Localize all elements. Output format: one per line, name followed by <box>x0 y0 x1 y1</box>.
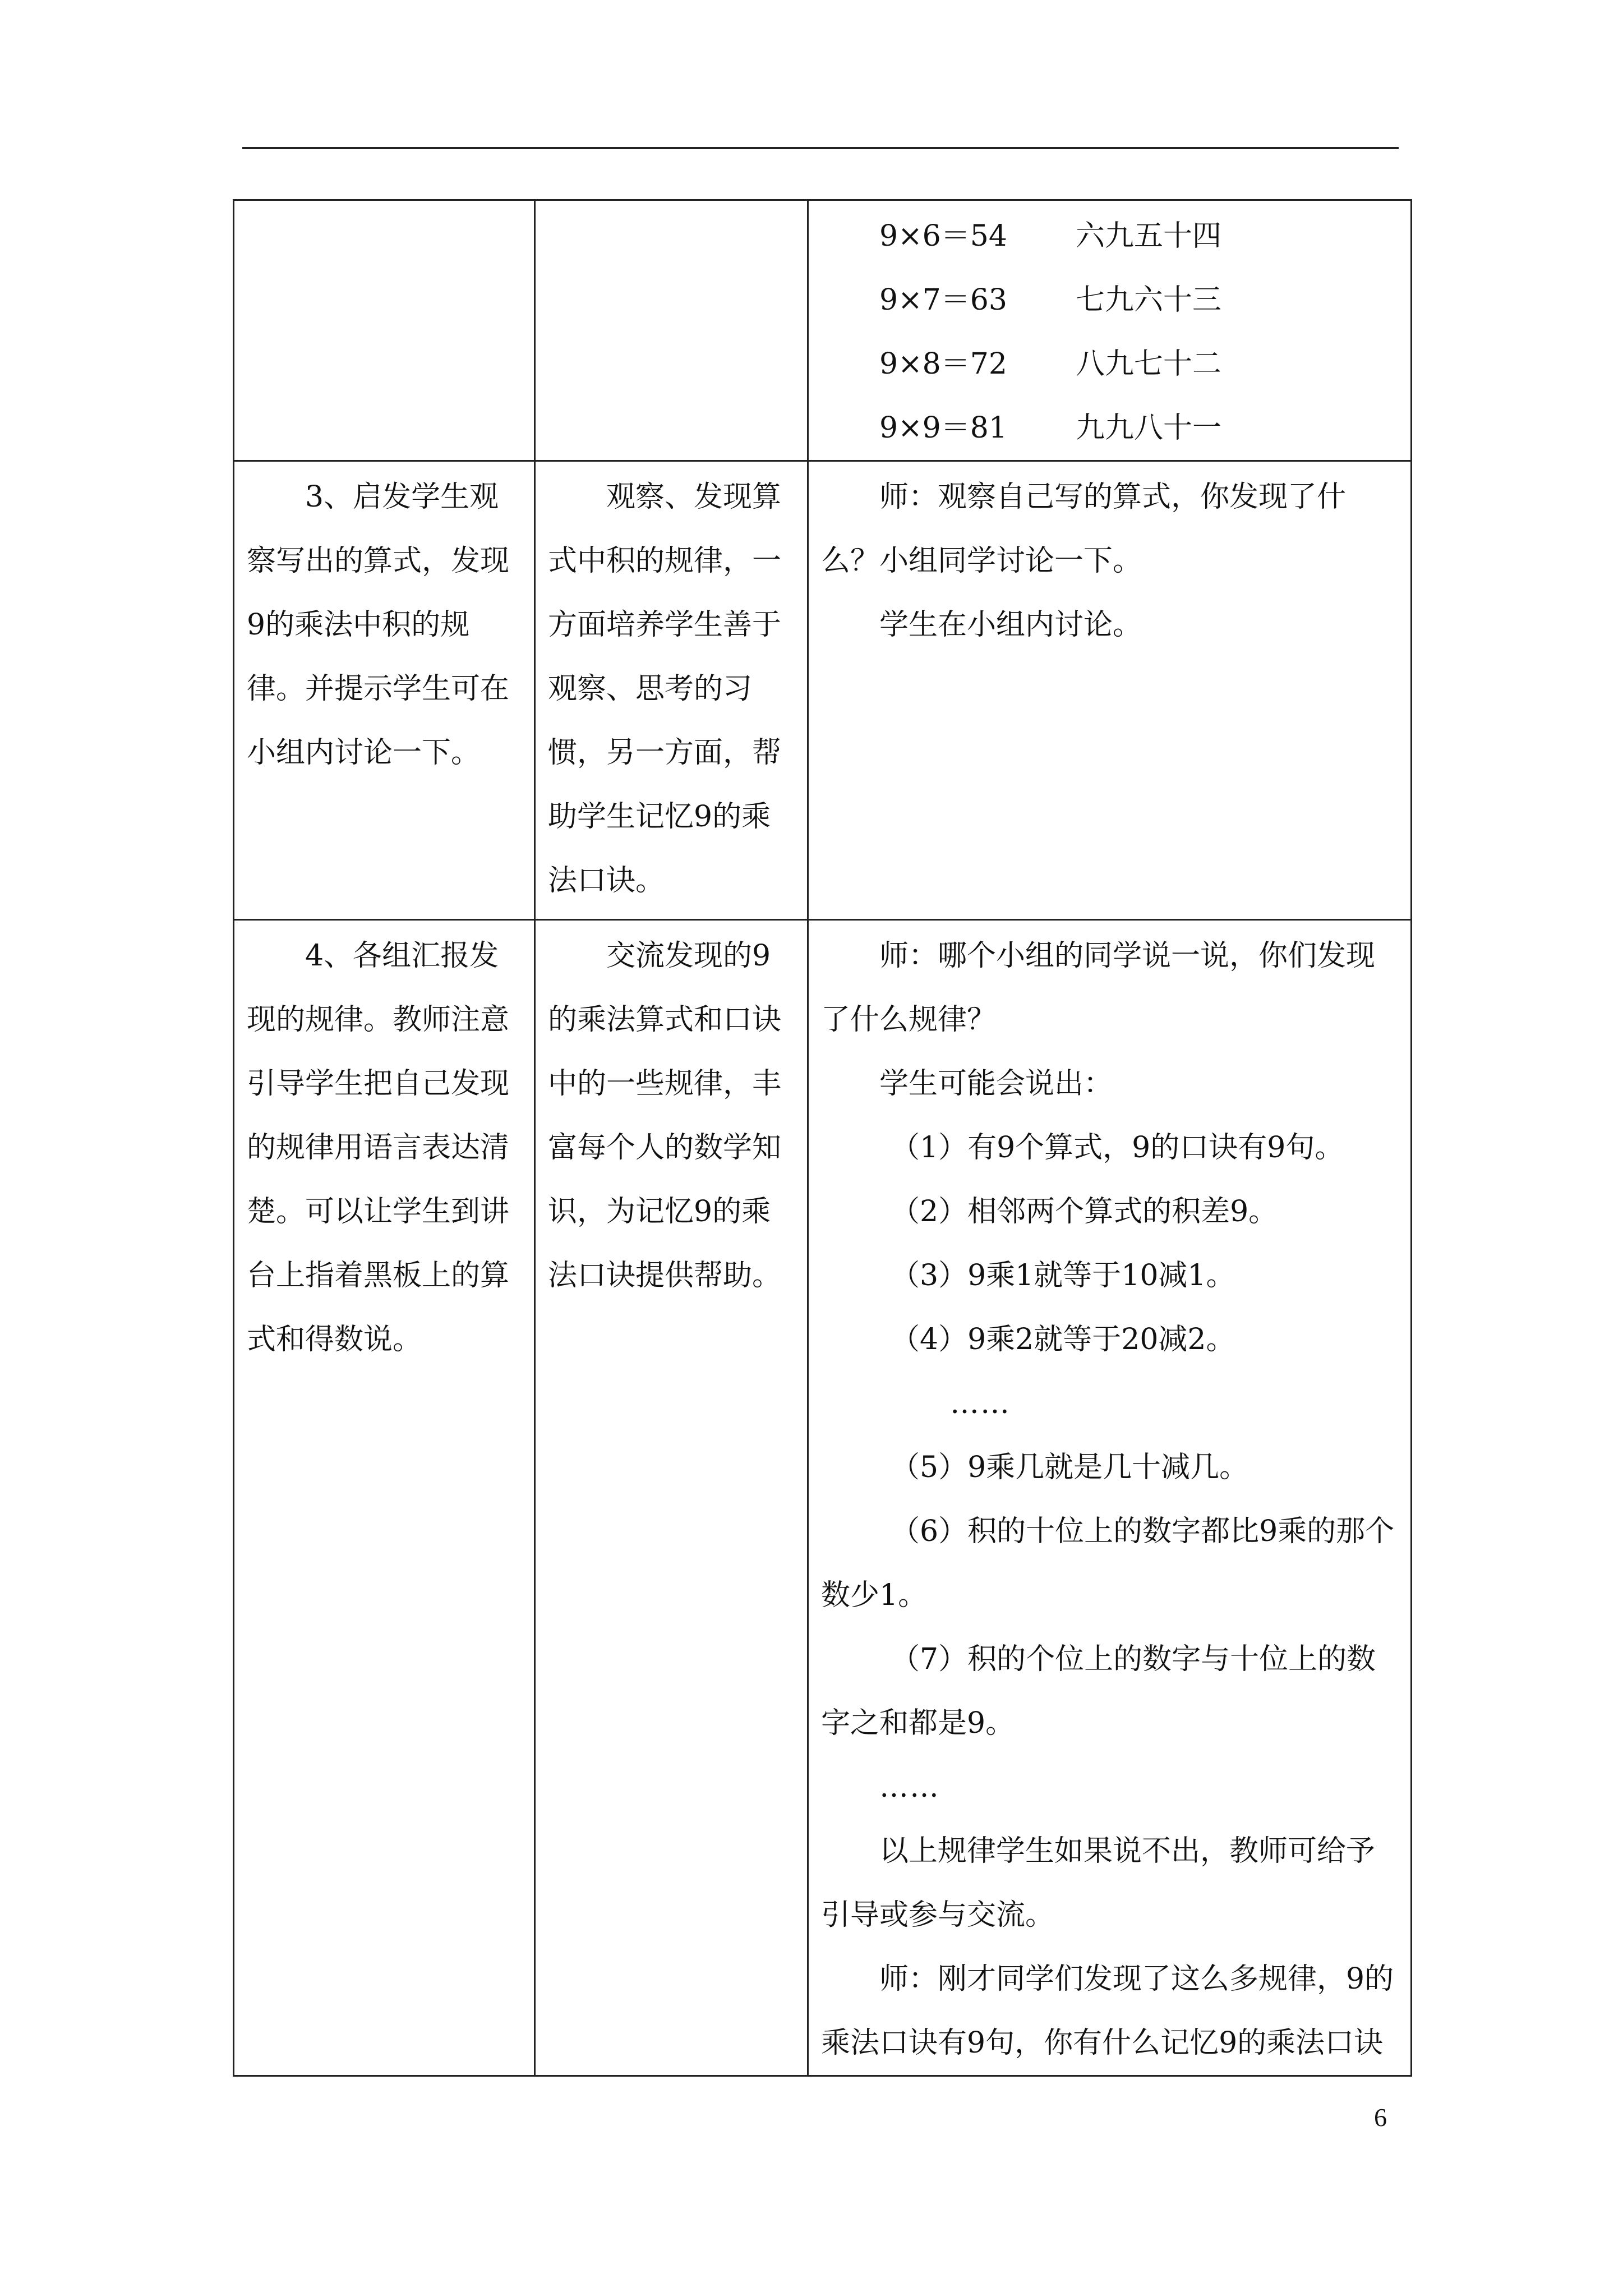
design-intent-text: 交流发现的9的乘法算式和口诀中的一些规律，丰富每个人的数学知识，为记忆9的乘法口诀提供帮助。 <box>548 939 782 1292</box>
student-intro: 学生可能会说出： <box>879 1067 1113 1101</box>
multiplication-line <box>821 268 1398 332</box>
list-item: （1）有9个算式，9的口诀有9句。 <box>891 1131 1344 1165</box>
rhyme: 六九五十四 <box>1076 219 1222 253</box>
multiplication-line <box>821 396 1398 460</box>
teacher-question: 师：刚才同学们发现了这么多规律，9的乘法口诀有9句，你有什么记忆9的乘法口诀 <box>821 1962 1394 2060</box>
equation: 9×6＝54 <box>879 219 1007 253</box>
row1-process-cell <box>808 200 1412 461</box>
equation: 9×7＝63 <box>879 283 1007 317</box>
list-item: （7）积的个位上的数字与十位上的数字之和都是9。 <box>821 1642 1376 1740</box>
ellipsis: …… <box>950 1387 1011 1420</box>
rhyme: 七九六十三 <box>1076 283 1222 317</box>
table-row <box>234 200 1412 461</box>
header-rule <box>242 147 1399 149</box>
list-item: （2）相邻两个算式的积差9。 <box>891 1195 1278 1228</box>
multiplication-line <box>821 204 1398 268</box>
row1-intent-cell <box>535 200 808 461</box>
rhyme: 八九七十二 <box>1076 347 1222 381</box>
list-item: （5）9乘几就是几十减几。 <box>891 1451 1249 1484</box>
row2-teacher-activity-cell <box>234 461 535 920</box>
table-row <box>234 920 1412 2076</box>
lesson-plan-table <box>233 199 1412 2077</box>
teacher-activity-text: 4、各组汇报发现的规律。教师注意引导学生把自己发现的规律用语言表达清楚。可以让学生到讲台上指着黑板上的算式和得数说。 <box>247 939 510 1356</box>
teacher-question: 师：观察自己写的算式，你发现了什么？小组同学讨论一下。 <box>821 480 1347 578</box>
row3-process-cell <box>808 920 1412 2076</box>
rhyme: 九九八十一 <box>1076 411 1222 445</box>
equation: 9×9＝81 <box>879 411 1007 445</box>
ellipsis: …… <box>879 1770 940 1804</box>
page-number: 6 <box>1374 2103 1387 2132</box>
row3-intent-cell <box>535 920 808 2076</box>
teacher-question: 师：哪个小组的同学说一说，你们发现了什么规律？ <box>821 939 1376 1037</box>
multiplication-line <box>821 332 1398 396</box>
list-item: （6）积的十位上的数字都比9乘的那个数少1。 <box>821 1515 1395 1612</box>
row1-teacher-activity-cell <box>234 200 535 461</box>
table-row <box>234 461 1412 920</box>
teacher-activity-text: 3、启发学生观察写出的算式，发现9的乘法中积的规律。并提示学生可在小组内讨论一下。 <box>247 480 510 770</box>
list-item: （4）9乘2就等于20减2。 <box>891 1323 1235 1356</box>
list-item: （3）9乘1就等于10减1。 <box>891 1259 1235 1292</box>
design-intent-text: 观察、发现算式中积的规律，一方面培养学生善于观察、思考的习惯，另一方面，帮助学生记忆9的乘法口诀。 <box>548 480 782 898</box>
row3-teacher-activity-cell <box>234 920 535 2076</box>
row2-process-cell <box>808 461 1412 920</box>
guidance-text: 以上规律学生如果说不出，教师可给予引导或参与交流。 <box>821 1834 1376 1932</box>
student-response: 学生在小组内讨论。 <box>879 608 1142 642</box>
equation: 9×8＝72 <box>879 347 1007 381</box>
row2-intent-cell <box>535 461 808 920</box>
